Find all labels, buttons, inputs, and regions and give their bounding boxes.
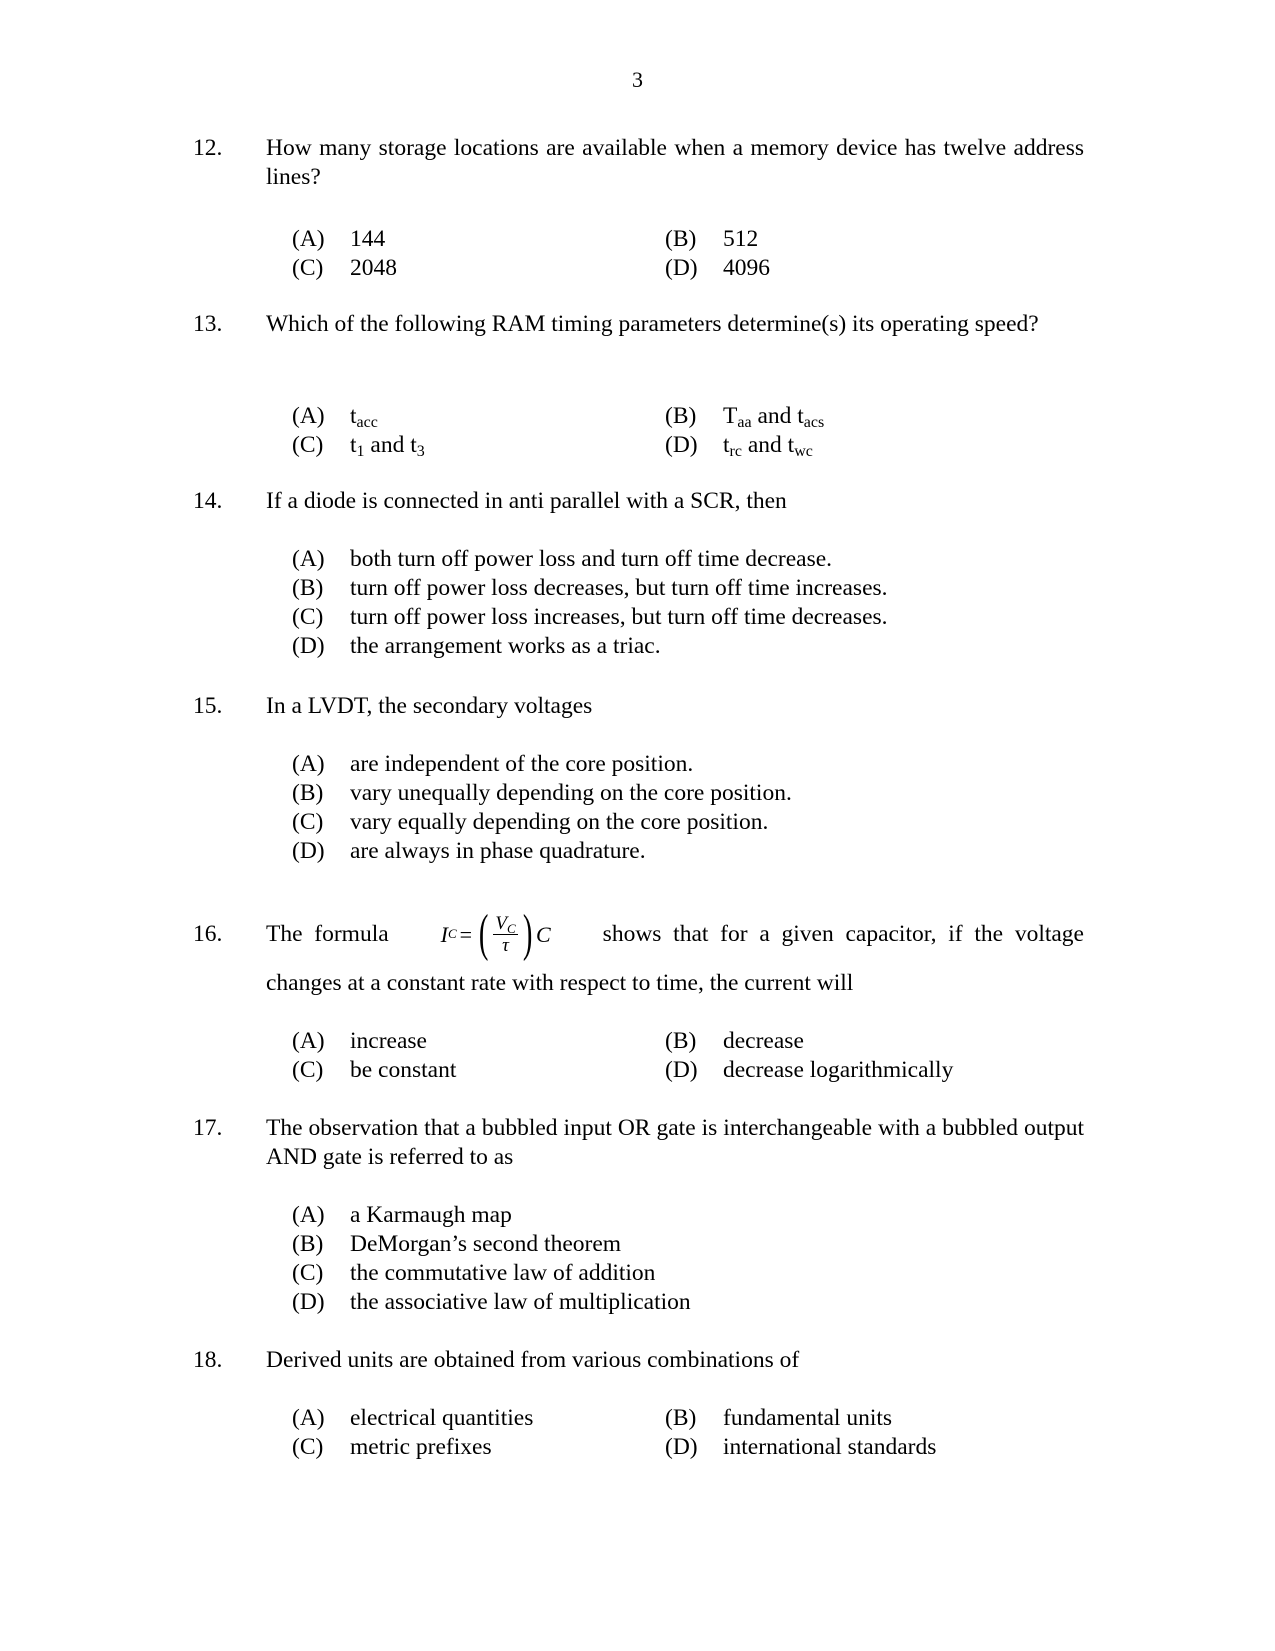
question-number: 16. bbox=[193, 921, 223, 947]
option-text: DeMorgan’s second theorem bbox=[350, 1231, 622, 1257]
question-text: If a diode is connected in anti parallel with a SCR, then bbox=[266, 488, 787, 514]
question-text-before: The formula bbox=[266, 920, 389, 947]
question-text: In a LVDT, the secondary voltages bbox=[266, 693, 593, 719]
option-letter: (A) bbox=[292, 751, 325, 777]
option-letter: (C) bbox=[292, 604, 324, 630]
option-text: be constant bbox=[350, 1057, 457, 1083]
option-letter: (D) bbox=[292, 633, 325, 659]
option-text: are always in phase quadrature. bbox=[350, 838, 646, 864]
question-text: Derived units are obtained from various combinations of bbox=[266, 1347, 800, 1373]
option-letter: (B) bbox=[665, 1405, 697, 1431]
option-letter: (B) bbox=[665, 403, 697, 429]
question-text: How many storage locations are available when a memory device has twelve address lines? bbox=[266, 135, 1084, 190]
option-text: 144 bbox=[350, 226, 386, 252]
option-letter: (C) bbox=[292, 1260, 324, 1286]
option-letter: (B) bbox=[292, 1231, 324, 1257]
option-text: vary unequally depending on the core position. bbox=[350, 780, 792, 806]
page-number: 3 bbox=[632, 67, 643, 92]
option-text: electrical quantities bbox=[350, 1405, 534, 1431]
option-letter: (B) bbox=[665, 226, 697, 252]
option-text: $t_1$ and $t_3$ bbox=[350, 432, 425, 460]
option-text: $t_{rc}$ and $t_{wc}$ bbox=[723, 432, 813, 460]
option-letter: (C) bbox=[292, 255, 324, 281]
option-letter: (A) bbox=[292, 226, 325, 252]
option-letter: (C) bbox=[292, 1434, 324, 1460]
question-number: 14. bbox=[193, 488, 223, 514]
option-letter: (B) bbox=[292, 575, 324, 601]
option-letter: (A) bbox=[292, 403, 325, 429]
option-text: a Karmaugh map bbox=[350, 1202, 512, 1228]
option-text: are independent of the core position. bbox=[350, 751, 694, 777]
option-text: the arrangement works as a triac. bbox=[350, 633, 661, 659]
option-text: metric prefixes bbox=[350, 1434, 492, 1460]
option-text: $t_{acc}$ bbox=[350, 403, 378, 431]
option-letter: (A) bbox=[292, 1405, 325, 1431]
option-letter: (D) bbox=[292, 1289, 325, 1315]
question-number: 15. bbox=[193, 693, 223, 719]
option-letter: (C) bbox=[292, 1057, 324, 1083]
option-letter: (A) bbox=[292, 1202, 325, 1228]
capacitor-current-formula: I C = ( $\frac{V_C}{\tau}$ ) C bbox=[440, 905, 551, 962]
option-text: 4096 bbox=[723, 255, 770, 281]
option-letter: (D) bbox=[665, 1434, 698, 1460]
option-text: turn off power loss decreases, but turn off time increases. bbox=[350, 575, 888, 601]
option-text: both turn off power loss and turn off time decrease. bbox=[350, 546, 833, 572]
option-text: turn off power loss increases, but turn off time decreases. bbox=[350, 604, 888, 630]
option-text: increase bbox=[350, 1028, 427, 1054]
option-letter: (D) bbox=[665, 432, 698, 458]
option-letter: (B) bbox=[665, 1028, 697, 1054]
question-text: The observation that a bubbled input OR gate is interchangeable with a bubbled output AND gate is referred to as bbox=[266, 1115, 1084, 1170]
question-text: Which of the following RAM timing parameters determine(s) its operating speed? bbox=[266, 311, 1039, 337]
option-letter: (C) bbox=[292, 809, 324, 835]
option-letter: (D) bbox=[665, 1057, 698, 1083]
option-text: international standards bbox=[723, 1434, 937, 1460]
question-text-after: shows that for a given capacitor, if the voltage bbox=[602, 920, 1084, 947]
option-text: vary equally depending on the core position. bbox=[350, 809, 769, 835]
option-text: 512 bbox=[723, 226, 759, 252]
option-text: decrease logarithmically bbox=[723, 1057, 954, 1083]
option-letter: (A) bbox=[292, 546, 325, 572]
option-text: 2048 bbox=[350, 255, 397, 281]
question-text-line1 bbox=[266, 906, 1084, 962]
question-number: 12. bbox=[193, 135, 223, 161]
option-text: decrease bbox=[723, 1028, 804, 1054]
option-text: the commutative law of addition bbox=[350, 1260, 656, 1286]
question-number: 18. bbox=[193, 1347, 223, 1373]
option-text: $T_{aa}$ and $t_{acs}$ bbox=[723, 403, 825, 431]
question-number: 17. bbox=[193, 1115, 223, 1141]
option-text: the associative law of multiplication bbox=[350, 1289, 691, 1315]
option-letter: (C) bbox=[292, 432, 324, 458]
option-letter: (D) bbox=[292, 838, 325, 864]
option-text: fundamental units bbox=[723, 1405, 893, 1431]
option-letter: (D) bbox=[665, 255, 698, 281]
question-number: 13. bbox=[193, 311, 223, 337]
option-letter: (B) bbox=[292, 780, 324, 806]
option-letter: (A) bbox=[292, 1028, 325, 1054]
question-text-line2: changes at a constant rate with respect to time, the current will bbox=[266, 970, 854, 996]
